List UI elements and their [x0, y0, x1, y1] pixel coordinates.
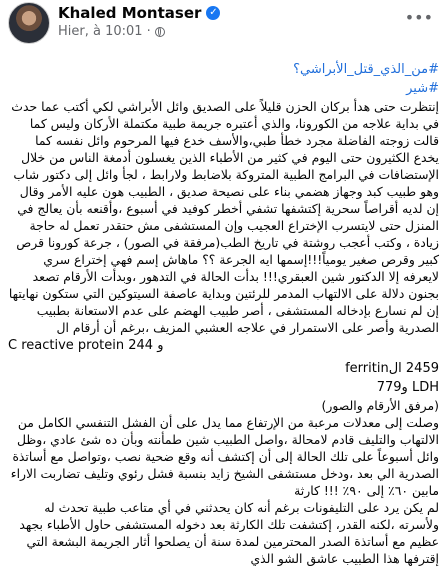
globe-icon — [155, 27, 165, 37]
post-timestamp[interactable]: Hier, à 10:01 — [58, 24, 143, 39]
author-avatar[interactable] — [8, 2, 50, 44]
post-body — [8, 60, 439, 567]
author-row — [58, 4, 220, 22]
post-meta — [58, 24, 165, 39]
lab-value-crp: C reactive protein 244 و — [8, 338, 164, 353]
attachment-note: (مرفق الأرقام والصور) — [321, 398, 439, 413]
post-paragraph: إنتظرت حتى هدأ بركان الحزن قليلاً على الصديق وائل الأبراشي لكي أكتب عما حدث في بداية علاجه من الكورونا، والذي أعتبره جريمة طبية مكتملة الأركان وليس كما قالت زوجته الفاضلة مجرد خطأ طبي،والأسف خدع فيها المرحوم وائل نفسه كما يخدع الكثيرون حتى اليوم في كثير من الأطباء الذين يغسلون أدمغة الناس من خلال الإستضافات في البرامج الطبية المتروكة بلاضابط ولارابط ، لجأ وائل إلى دكتور شاب وهو طبيب كبد وجهاز هضمي بناء على نصيحة صديق ، الطبيب هون عليه الأمر وقال إن لديه أقراصاً سحرية إكتشفها تشفي أخطر كوفيد في أسبوع ،وأقنعه بأن يعالج في المنزل حتى لايتسرب الإختراع العجيب وإن المستشفى مش حتقدر تعمل له حاجة زيادة ، وكتب أعجب روشتة في تاريخ الطب(مرفقة في الصور) ، جرعة كورونا قرص كبير وقرص صغير يومياً!!!إسمها ايه الجرعة ؟؟ ماهاش إسم فهي إختراع سري لايعرفه إلا الدكتور شين العبقري!!! بدأت الحالة في التدهور ،وبدأت الأرقام تصعد بجنون دلالة على الالتهاب المدمر للرئتين وبداية عاصفة السيتوكين التي ستكون نهايتها إن لم نسارع بإدخاله المستشفى ، أصر طبيب الهضم على عدم الاستعانة بطبيب الصدرية وأصر على الاستمرار في علاجه العشبي المزيف ،برغم أن أرقام ال — [8, 99, 439, 335]
meta-separator: · — [146, 24, 151, 39]
lab-value-ferritin: 2459 الferritin — [345, 361, 439, 376]
post-paragraph: لم يكن يرد على التليفونات برغم أنه كان يحدثني في أي متاعب طبية تحدث له ولأسرته ،لكنه القدر، إكتشفت تلك الكارثة بعد دخوله المستشفى حاول الأطباء بجهد عظيم مع أساتذة الصدر المحترمين لمدة سنة أن يصلحوا أثار الجريمة البشعة التي إقترفها هذا الطبيب عاشق الشو الذي — [19, 500, 439, 566]
author-name[interactable]: Khaled Montaser — [58, 4, 202, 22]
lab-value-ldh: LDH و779 — [376, 380, 439, 395]
verified-badge-icon: ✓ — [206, 6, 220, 20]
hashtag-link[interactable]: #شير — [406, 81, 439, 96]
post-header — [0, 0, 447, 52]
more-options-icon[interactable]: ••• — [404, 8, 433, 27]
post-paragraph: وصلت إلى معدلات مرعبة من الإرتفاع مما يدل على أن الفشل التنفسي الكامل من الالتهاب والتليف قادم لامحالة ،واصل الطبيب شين طمأنته وبأن ده شئ عادي ،وظل وائل أسبوعاً على تلك الحالة إلى أن إكتشف أنه وقع ضحية نصب ،وتواصل مع أساتذة الصدرية الي بعد ،ودخل مستشفى الشيخ زايد بنسبة فشل رئوي وتليف تضاربت الاراء مابين ٦٠٪ إلى ٩٠٪ !!! كارثة — [10, 415, 439, 498]
hashtag-link[interactable]: #من_الذي_قتل_الأبراشي؟ — [293, 62, 439, 77]
